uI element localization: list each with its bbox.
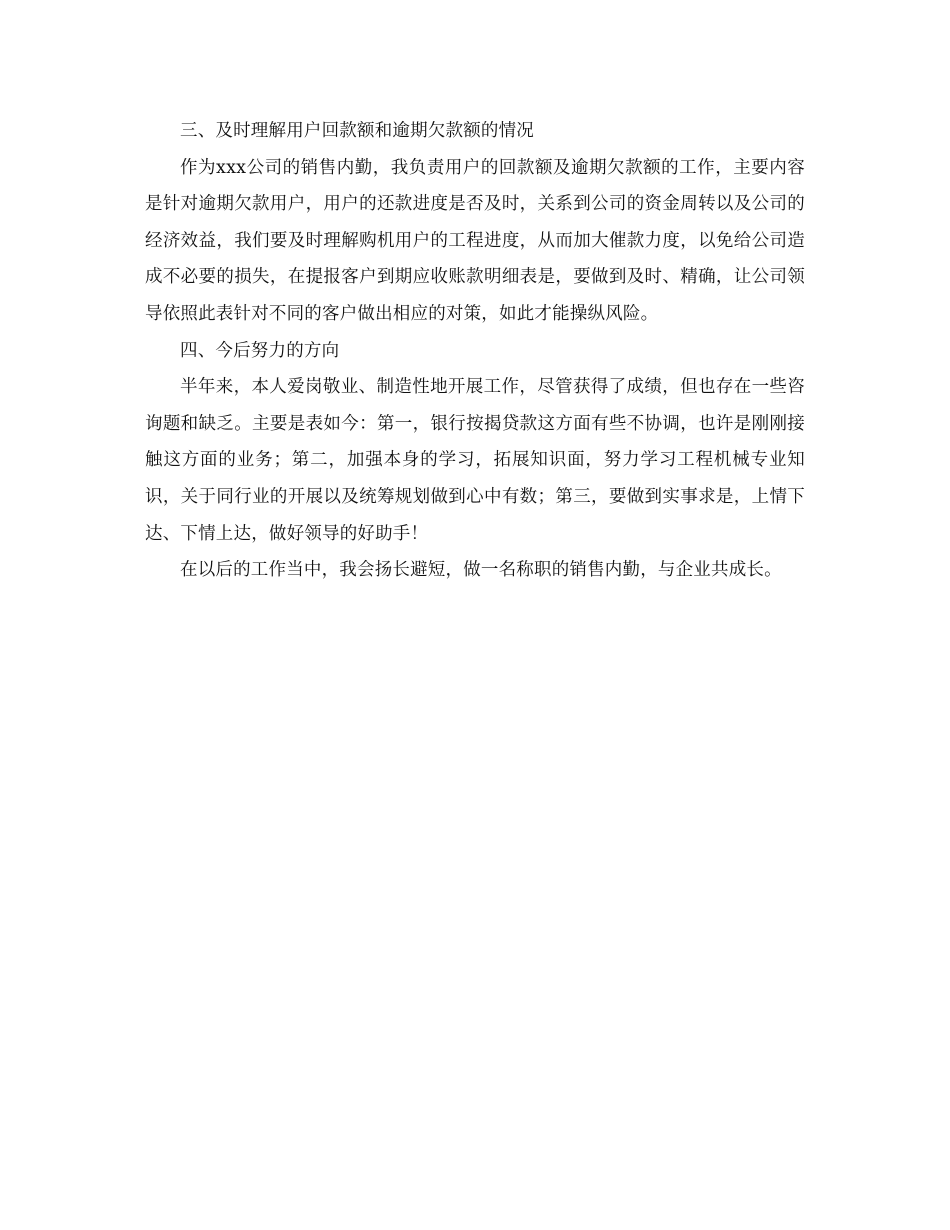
- section-3-paragraph: 作为xxx公司的销售内勤，我负责用户的回款额及逾期欠款额的工作，主要内容是针对逾期欠款用户，用户的还款进度是否及时，关系到公司的资金周转以及公司的经济效益，我们要及时理解购机用户的工程进度，从而加大催款力度，以免给公司造成不必要的损失，在提报客户到期应收账款明细表是，要做到及时、精确，让公司领导依照此表针对不同的客户做出相应的对策，如此才能操纵风险。: [145, 157, 805, 324]
- section-4-paragraph: 半年来，本人爱岗敬业、制造性地开展工作，尽管获得了成绩，但也存在一些咨询题和缺乏。主要是表如今：第一，银行按揭贷款这方面有些不协调，也许是刚刚接触这方面的业务；第二，加强本身的学习，拓展知识面，努力学习工程机械专业知识，关于同行业的开展以及统筹规划做到心中有数；第三，要做到实事求是，上情下达、下情上达，做好领导的好助手！: [145, 377, 805, 544]
- section-4-heading: 四、今后努力的方向: [180, 340, 340, 361]
- document-page: [145, 113, 805, 589]
- closing-paragraph: 在以后的工作当中，我会扬长避短，做一名称职的销售内勤，与企业共成长。: [180, 560, 782, 581]
- section-3-heading: 三、及时理解用户回款额和逾期欠款额的情况: [180, 121, 534, 141]
